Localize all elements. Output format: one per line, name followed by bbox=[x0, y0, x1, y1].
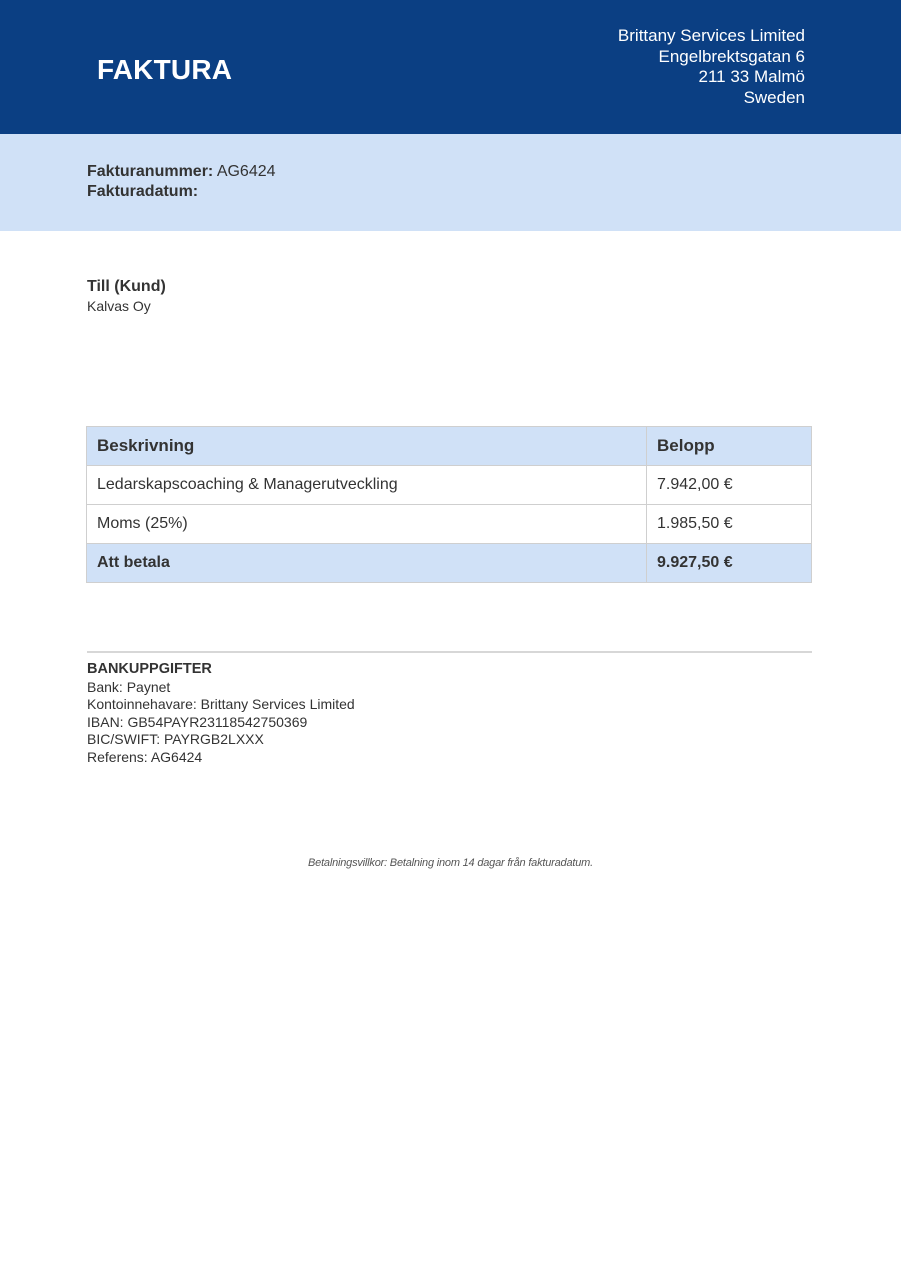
customer-heading: Till (Kund) bbox=[87, 278, 166, 295]
invoice-date-line bbox=[87, 182, 198, 202]
row-amount: 1.985,50 € bbox=[647, 505, 812, 544]
account-holder-line: Kontoinnehavare: Brittany Services Limited bbox=[87, 696, 355, 712]
row-description: Moms (25%) bbox=[87, 505, 647, 544]
total-label: Att betala bbox=[87, 544, 647, 583]
iban-line: IBAN: GB54PAYR23118542750369 bbox=[87, 713, 308, 730]
column-header-description: Beskrivning bbox=[87, 427, 647, 466]
customer-name: Kalvas Oy bbox=[87, 298, 151, 314]
column-header-amount: Belopp bbox=[647, 427, 812, 466]
invoice-date-label: Fakturadatum: bbox=[87, 183, 199, 200]
bank-details-title: BANKUPPGIFTER bbox=[87, 661, 212, 677]
invoice-number-label: Fakturanummer: bbox=[87, 163, 214, 180]
invoice-number-line bbox=[87, 162, 276, 182]
items-table bbox=[86, 426, 812, 583]
table-header-row bbox=[87, 427, 812, 466]
bank-name-line: Bank: Paynet bbox=[87, 678, 171, 695]
row-amount: 7.942,00 € bbox=[647, 466, 812, 505]
company-address bbox=[618, 26, 805, 108]
company-street: Engelbrektsgatan 6 bbox=[658, 46, 805, 66]
row-description: Ledarskapscoaching & Managerutveckling bbox=[87, 466, 647, 505]
invoice-number-value: AG6424 bbox=[216, 163, 276, 180]
table-row bbox=[87, 505, 812, 544]
payment-terms: Betalningsvillkor: Betalning inom 14 dagar från fakturadatum. bbox=[308, 857, 593, 869]
invoice-header bbox=[0, 0, 901, 134]
bank-details bbox=[87, 661, 355, 766]
company-postal-city: 211 33 Malmö bbox=[698, 67, 805, 86]
reference-line: Referens: AG6424 bbox=[87, 748, 203, 765]
company-country: Sweden bbox=[743, 87, 805, 107]
company-name: Brittany Services Limited bbox=[617, 26, 805, 45]
bic-swift-line: BIC/SWIFT: PAYRGB2LXXX bbox=[87, 731, 264, 747]
section-divider bbox=[87, 651, 812, 653]
invoice-title: FAKTURA bbox=[97, 54, 233, 85]
table-row bbox=[87, 466, 812, 505]
total-amount: 9.927,50 € bbox=[647, 544, 812, 583]
customer-block bbox=[87, 277, 387, 314]
total-row bbox=[87, 544, 812, 583]
